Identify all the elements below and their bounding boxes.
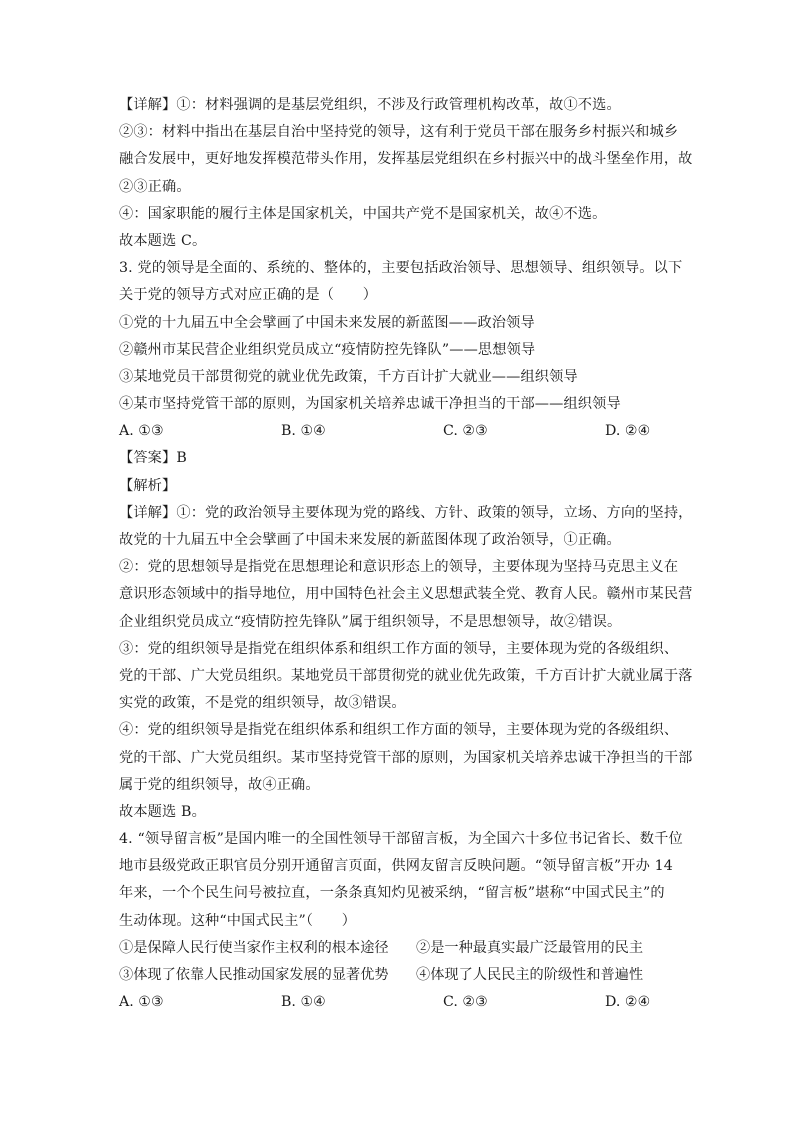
statement: ④某市坚持党管干部的原则，为国家机关培养忠诚干净担当的干部——组织领导 [119, 396, 621, 413]
text-line: 【详解】①：材料强调的是基层党组织，不涉及行政管理机构改革，故①不选。 [119, 97, 621, 113]
text-line: ②③：材料中指出在基层自治中坚持党的领导，这有利于党员干部在服务乡村振兴和城乡 [119, 124, 679, 141]
text-line: 故本题选 B。 [119, 803, 206, 820]
question-stem: 4. “领导留言板”是国内唯一的全国性领导干部留言板，为全国六十多位书记省长、数千位 [119, 831, 683, 848]
text-line: 党的干部、广大党员组织。某市坚持党管干部的原则，为国家机关培养忠诚干净担当的干部 [119, 749, 693, 766]
statement: ③某地党员干部贯彻党的就业优先政策，千方百计扩大就业——组织领导 [119, 368, 578, 385]
answer-label: 【答案】B [119, 450, 187, 467]
statement: ①是保障人民行使当家作主权利的根本途径 [119, 939, 389, 956]
text-line: 实党的政策，不是党的组织领导，故③错误。 [119, 695, 406, 712]
text-line: 党的干部、广大党员组织。某地党员干部贯彻党的就业优先政策，千方百计扩大就业属于落 [119, 667, 693, 684]
statement: ②是一种最真实最广泛最管用的民主 [416, 939, 644, 956]
statement: ③体现了依靠人民推动国家发展的显著优势 [119, 967, 389, 983]
question-4 [119, 826, 689, 1016]
text-line: ②：党的思想领导是指党在思想理论和意识形态上的领导，主要体现为坚持马克思主义在 [119, 559, 679, 576]
text-line: ②③正确。 [119, 178, 191, 195]
option-c: C. ②③ [443, 423, 488, 440]
option-a: A. ①③ [119, 423, 164, 440]
question-stem: 年来，一个个民生问号被拉直，一条条真知灼见被采纳，“留言板”堪称“中国式民主”的 [119, 885, 665, 902]
answer-options [119, 989, 689, 1016]
statement: ①党的十九届五中全会擘画了中国未来发展的新蓝图——政治领导 [119, 314, 535, 331]
option-c: C. ②③ [443, 994, 488, 1011]
option-d: D. ②④ [605, 423, 651, 440]
question-stem: 生动体现。这种“中国式民主”（ ） [119, 912, 357, 929]
answer-options [119, 418, 689, 445]
option-a: A. ①③ [119, 994, 164, 1011]
question-stem: 关于党的领导方式对应正确的是（ ） [119, 287, 378, 304]
option-b: B. ①④ [281, 423, 326, 440]
text-line: ④：党的组织领导是指党在组织体系和组织工作方面的领导，主要体现为党的各级组织、 [119, 722, 679, 739]
text-line: 故党的十九届五中全会擘画了中国未来发展的新蓝图体现了政治领导，①正确。 [119, 532, 621, 548]
statement-row [119, 935, 689, 962]
statement: ②赣州市某民营企业组织党员成立“疫情防控先锋队”——思想领导 [119, 341, 536, 358]
analysis-label: 【解析】 [119, 477, 177, 494]
text-line: 企业组织党员成立“疫情防控先锋队”属于组织领导，不是思想领导，故②错误。 [119, 613, 622, 630]
text-line: ③：党的组织领导是指党在组织体系和组织工作方面的领导，主要体现为党的各级组织、 [119, 640, 679, 657]
statement-row [119, 962, 689, 989]
statement: ④体现了人民民主的阶级性和普遍性 [416, 967, 644, 983]
text-line: ④：国家职能的履行主体是国家机关，中国共产党不是国家机关，故④不选。 [119, 205, 607, 222]
text-line: 融合发展中，更好地发挥模范带头作用，发挥基层党组织在乡村振兴中的战斗堡垒作用，故 [119, 151, 693, 168]
question-3 [119, 255, 689, 445]
text-line: 【详解】①：党的政治领导主要体现为党的路线、方针、政策的领导，立场、方向的坚持， [119, 504, 693, 521]
answer-q3 [119, 445, 693, 826]
text-line: 属于党的组织领导，故④正确。 [119, 776, 320, 793]
option-b: B. ①④ [281, 994, 326, 1011]
document-page [119, 92, 693, 1016]
question-stem: 地市县级党政正职官员分别开通留言页面，供网友留言反映问题。“领导留言板”开办 14 [119, 858, 673, 875]
text-line: 故本题选 C。 [119, 232, 207, 249]
question-stem: 3. 党的领导是全面的、系统的、整体的，主要包括政治领导、思想领导、组织领导。以下 [119, 260, 683, 277]
text-line: 意识形态领域中的指导地位，用中国特色社会主义思想武装全党、教育人民。赣州市某民营 [119, 586, 693, 603]
explanation-q2 [119, 92, 693, 255]
option-d: D. ②④ [605, 994, 651, 1011]
